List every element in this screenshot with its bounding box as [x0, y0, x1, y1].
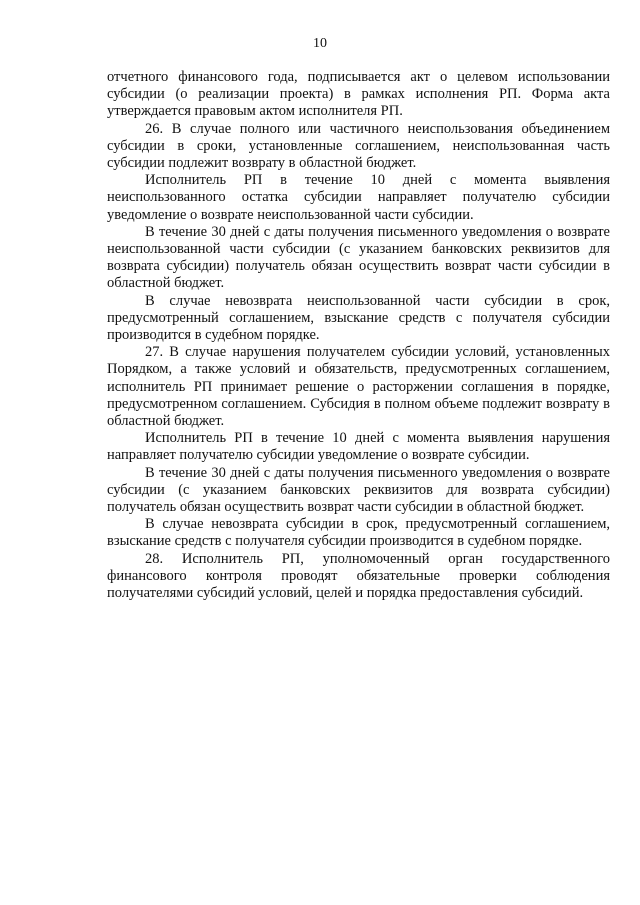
paragraph: В случае невозврата неиспользованной части субсидии в срок, предусмотренный соглашением, взыскание средств с получателя субсидии производится в судебном порядке.	[107, 292, 610, 344]
document-body	[107, 69, 610, 602]
paragraph-continuation: отчетного финансового года, подписывается акт о целевом использовании субсидии (о реализации проекта) в рамках исполнения РП. Форма акта утверждается правовым актом исполнителя РП.	[107, 69, 610, 120]
paragraph-clause-27: 27. В случае нарушения получателем субсидии условий, установленных Порядком, а также условий и обязательств, предусмотренных соглашением, исполнитель РП принимает решение о расторжении соглашения в порядке, предусмотренном соглашением. Субсидия в полном объеме подлежит возврату в областной бюджет.	[107, 344, 610, 430]
paragraph: Исполнитель РП в течение 10 дней с момента выявления нарушения направляет получателю субсидии уведомление о возврате субсидии.	[107, 430, 610, 464]
paragraph: Исполнитель РП в течение 10 дней с момента выявления неиспользованного остатка субсидии направляет получателю субсидии уведомление о возврате неиспользованной части субсидии.	[107, 172, 610, 223]
page-number: 10	[313, 36, 327, 51]
paragraph-clause-28: 28. Исполнитель РП, уполномоченный орган государственного финансового контроля проводят обязательные проверки соблюдения получателями субсидий условий, целей и порядка предоставления субсидий.	[107, 550, 610, 602]
paragraph: В течение 30 дней с даты получения письменного уведомления о возврате неиспользованной части субсидии (с указанием банковских реквизитов для возврата субсидии) получатель обязан осуществить возврат части субсидии в областной бюджет.	[107, 223, 610, 292]
paragraph: В случае невозврата субсидии в срок, предусмотренный соглашением, взыскание средств с получателя субсидии производится в судебном порядке.	[107, 516, 610, 550]
paragraph: В течение 30 дней с даты получения письменного уведомления о возврате субсидии (с указанием банковских реквизитов для возврата субсидии) получатель обязан осуществить возврат части субсидии в областной бюджет.	[107, 464, 610, 516]
paragraph-clause-26: 26. В случае полного или частичного неиспользования объединением субсидии в сроки, установленные соглашением, неиспользованная часть субсидии подлежит возврату в областной бюджет.	[107, 120, 610, 172]
